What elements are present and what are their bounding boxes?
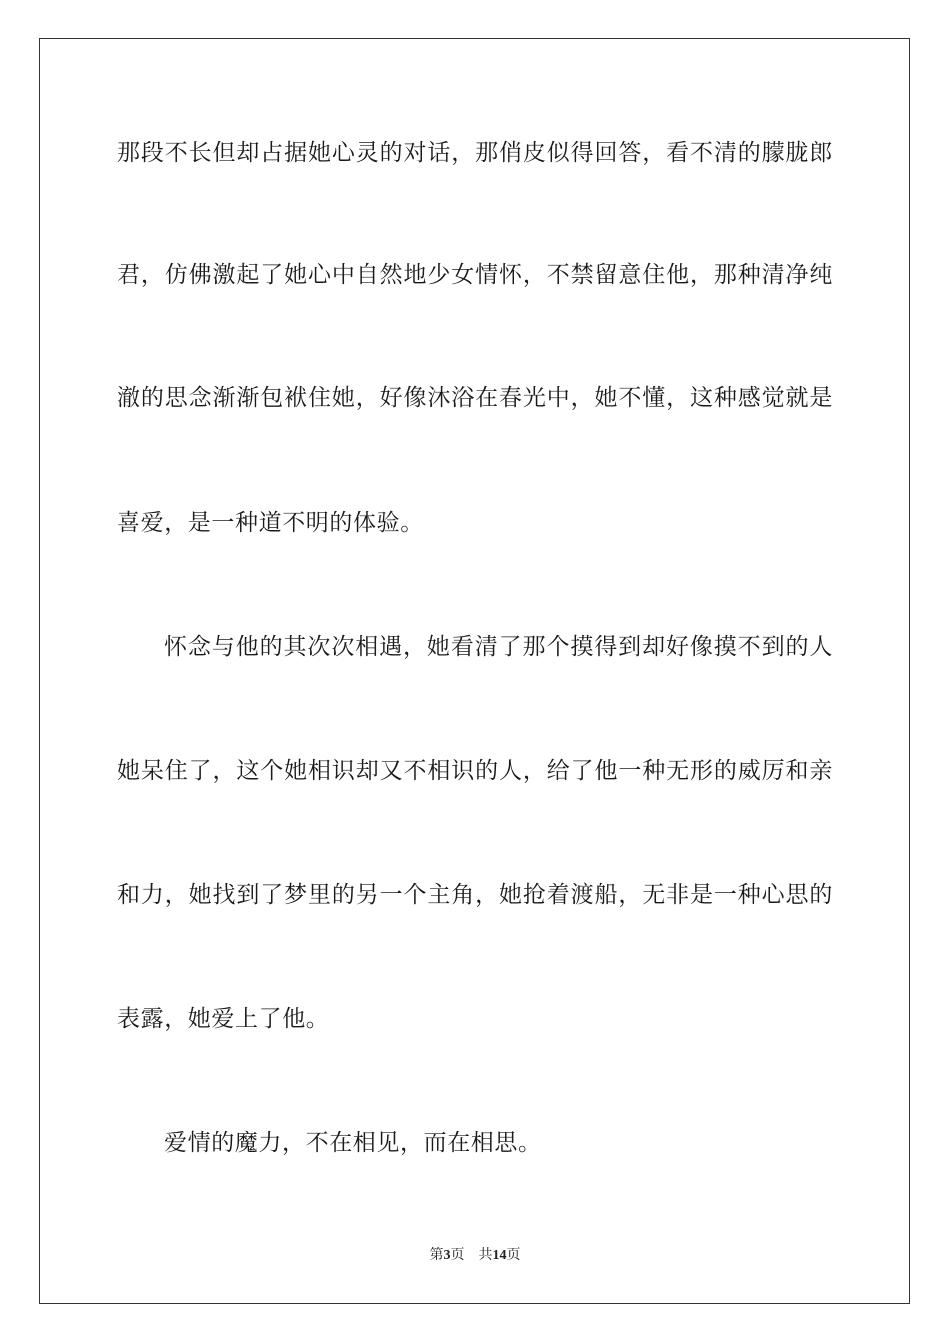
page-border <box>39 38 910 1304</box>
page-number: 3 <box>443 1248 451 1263</box>
page-label-prefix: 第 <box>429 1248 444 1263</box>
total-label-suffix: 页 <box>506 1248 521 1263</box>
page-label-suffix: 页 <box>450 1248 465 1263</box>
paragraph-line-7: 和力，她找到了梦里的另一个主角，她抢着渡船，无非是一种心思的 <box>117 882 833 908</box>
paragraph-line-2: 君，仿佛激起了她心中自然地少女情怀，不禁留意住他，那种清净纯 <box>117 262 833 288</box>
total-label-prefix: 共 <box>478 1248 493 1263</box>
total-pages: 14 <box>492 1248 507 1263</box>
paragraph-line-5: 怀念与他的其次次相遇，她看清了那个摸得到却好像摸不到的人 <box>164 634 833 660</box>
paragraph-line-1: 那段不长但却占据她心灵的对话，那俏皮似得回答，看不清的朦胧郎 <box>117 140 833 166</box>
paragraph-line-3: 澈的思念渐渐包袱住她，好像沐浴在春光中，她不懂，这种感觉就是 <box>117 385 833 411</box>
page-footer <box>0 1246 950 1266</box>
paragraph-line-9: 爱情的魔力，不在相见，而在相思。 <box>164 1130 542 1156</box>
paragraph-line-6: 她呆住了，这个她相识却又不相识的人，给了他一种无形的威厉和亲 <box>117 758 833 784</box>
paragraph-line-8: 表露，她爱上了他。 <box>117 1006 330 1032</box>
paragraph-line-4: 喜爱，是一种道不明的体验。 <box>117 510 424 536</box>
